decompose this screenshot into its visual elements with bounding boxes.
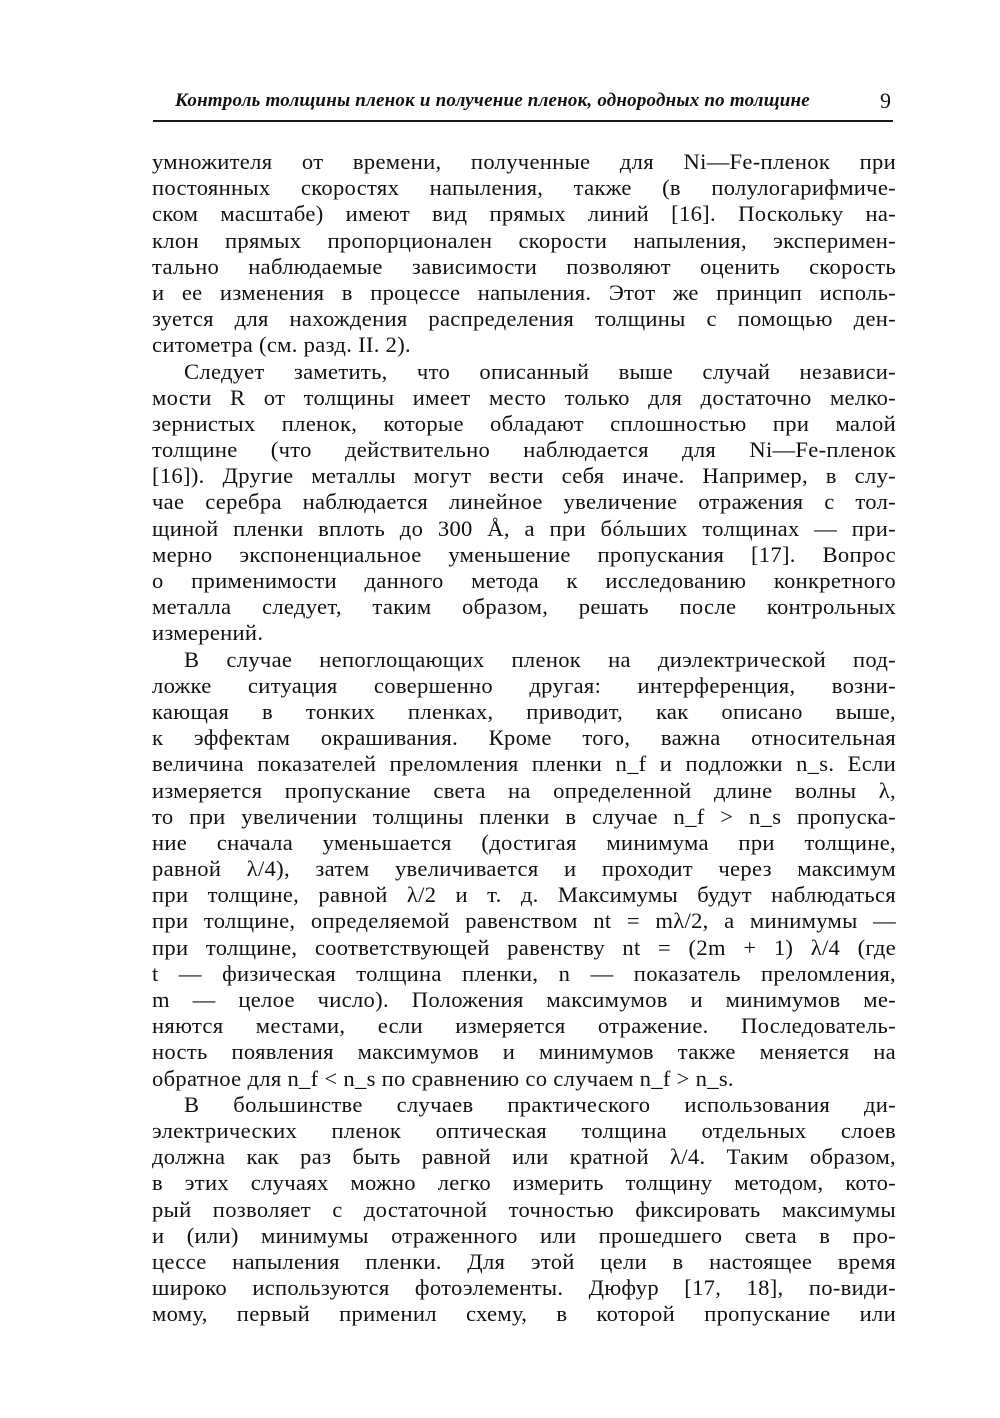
text-line: в этих случаях можно легко измерить толщину методом, кото- [152,1170,896,1196]
page-number: 9 [880,88,891,113]
text-line: при толщине, определяемой равенством nt = mλ/2, а минимумы — [152,908,896,934]
text-line: обратное для n_f < n_s по сравнению со случаем n_f > n_s. [152,1065,734,1091]
text-line: при толщине, равной λ/2 и т. д. Максимумы будут наблюдаться [152,882,896,908]
text-line: ском масштабе) имеют вид прямых линий [16]. Поскольку на- [152,201,896,227]
paragraph [152,149,896,359]
text-line: щиной пленки вплоть до 300 Å, а при бóльших толщинах — при- [152,515,896,541]
text-line: мости R от толщины имеет место только для достаточно мелко- [152,384,896,410]
text-line: В большинстве случаев практического использования ди- [184,1091,896,1117]
text-line: постоянных скоростях напыления, также (в полулогарифмиче- [152,175,896,201]
text-line: равной λ/4), затем увеличивается и проходит через максимум [152,856,896,882]
text-line: мерно экспоненциальное уменьшение пропускания [17]. Вопрос [152,541,896,567]
running-title: Контроль толщины пленок и получение пленок, однородных по толщине [175,90,810,111]
running-header [153,86,893,122]
text-line: чае серебра наблюдается линейное увеличение отражения с тол- [152,489,896,515]
paragraph [152,359,896,647]
text-line: о применимости данного метода к исследованию конкретного [152,568,896,593]
text-line: умножителя от времени, полученные для Ni—Fe-пленок при [152,149,896,174]
text-line: ность появления максимумов и минимумов также меняется на [152,1039,896,1065]
text-line: m — целое число). Положения максимумов и минимумов ме- [152,987,896,1012]
text-line: зернистых пленок, которые обладают сплошностью при малой [152,410,896,436]
text-line: клон прямых пропорционален скорости напыления, эксперимен- [152,227,896,253]
text-line: должна как раз быть равной или кратной λ/4. Таким образом, [152,1144,896,1170]
text-line: и ее изменения в процессе напыления. Этот же принцип исполь- [152,279,896,305]
text-line: рый позволяет с достаточной точностью фиксировать максимумы [152,1196,896,1222]
text-line: В случае непоглощающих пленок на диэлектрической под- [184,646,896,672]
text-line: толщине (что действительно наблюдается для Ni—Fe-пленок [152,437,896,463]
text-line: ситометра (см. разд. II. 2). [152,332,412,358]
text-line: величина показателей преломления пленки n_f и подложки n_s. Если [152,751,896,777]
text-line: и (или) минимумы отраженного или прошедшего света в про- [152,1222,896,1248]
text-line: электрических пленок оптическая толщина отдельных слоев [152,1117,896,1143]
text-line: [16]). Другие металлы могут вести себя иначе. Например, в слу- [152,463,896,489]
text-line: t — физическая толщина пленки, n — показатель преломления, [152,960,896,986]
text-line: мому, первый применил схему, в которой пропускание или [152,1301,896,1327]
text-line: широко используются фотоэлементы. Дюфур [17, 18], по-види- [152,1275,896,1301]
text-line: цессе напыления пленки. Для этой цели в настоящее время [152,1248,896,1274]
text-line: ложке ситуация совершенно другая: интерференция, возни- [152,672,896,698]
text-line: при толщине, соответствующей равенству nt = (2m + 1) λ/4 (где [152,934,896,960]
paragraph [152,647,896,1092]
text-line: зуется для нахождения распределения толщины с помощью ден- [152,306,896,332]
body-text [152,149,896,1327]
text-line: няются местами, если измеряется отражение. Последователь- [152,1013,896,1039]
text-line: то при увеличении толщины пленки в случае n_f > n_s пропуска- [152,803,896,829]
text-line: тально наблюдаемые зависимости позволяют оценить скорость [152,253,896,279]
text-line: измеряется пропускание света на определенной длине волны λ, [152,777,896,803]
text-line: кающая в тонких пленках, приводит, как описано выше, [152,698,896,724]
text-line: ние сначала уменьшается (достигая минимума при толщине, [152,829,896,855]
paragraph [152,1092,896,1328]
text-line: Следует заметить, что описанный выше случай независи- [184,358,896,384]
text-line: металла следует, таким образом, решать после контрольных [152,594,896,620]
text-line: измерений. [152,620,264,646]
text-line: к эффектам окрашивания. Кроме того, важна относительная [152,725,896,751]
